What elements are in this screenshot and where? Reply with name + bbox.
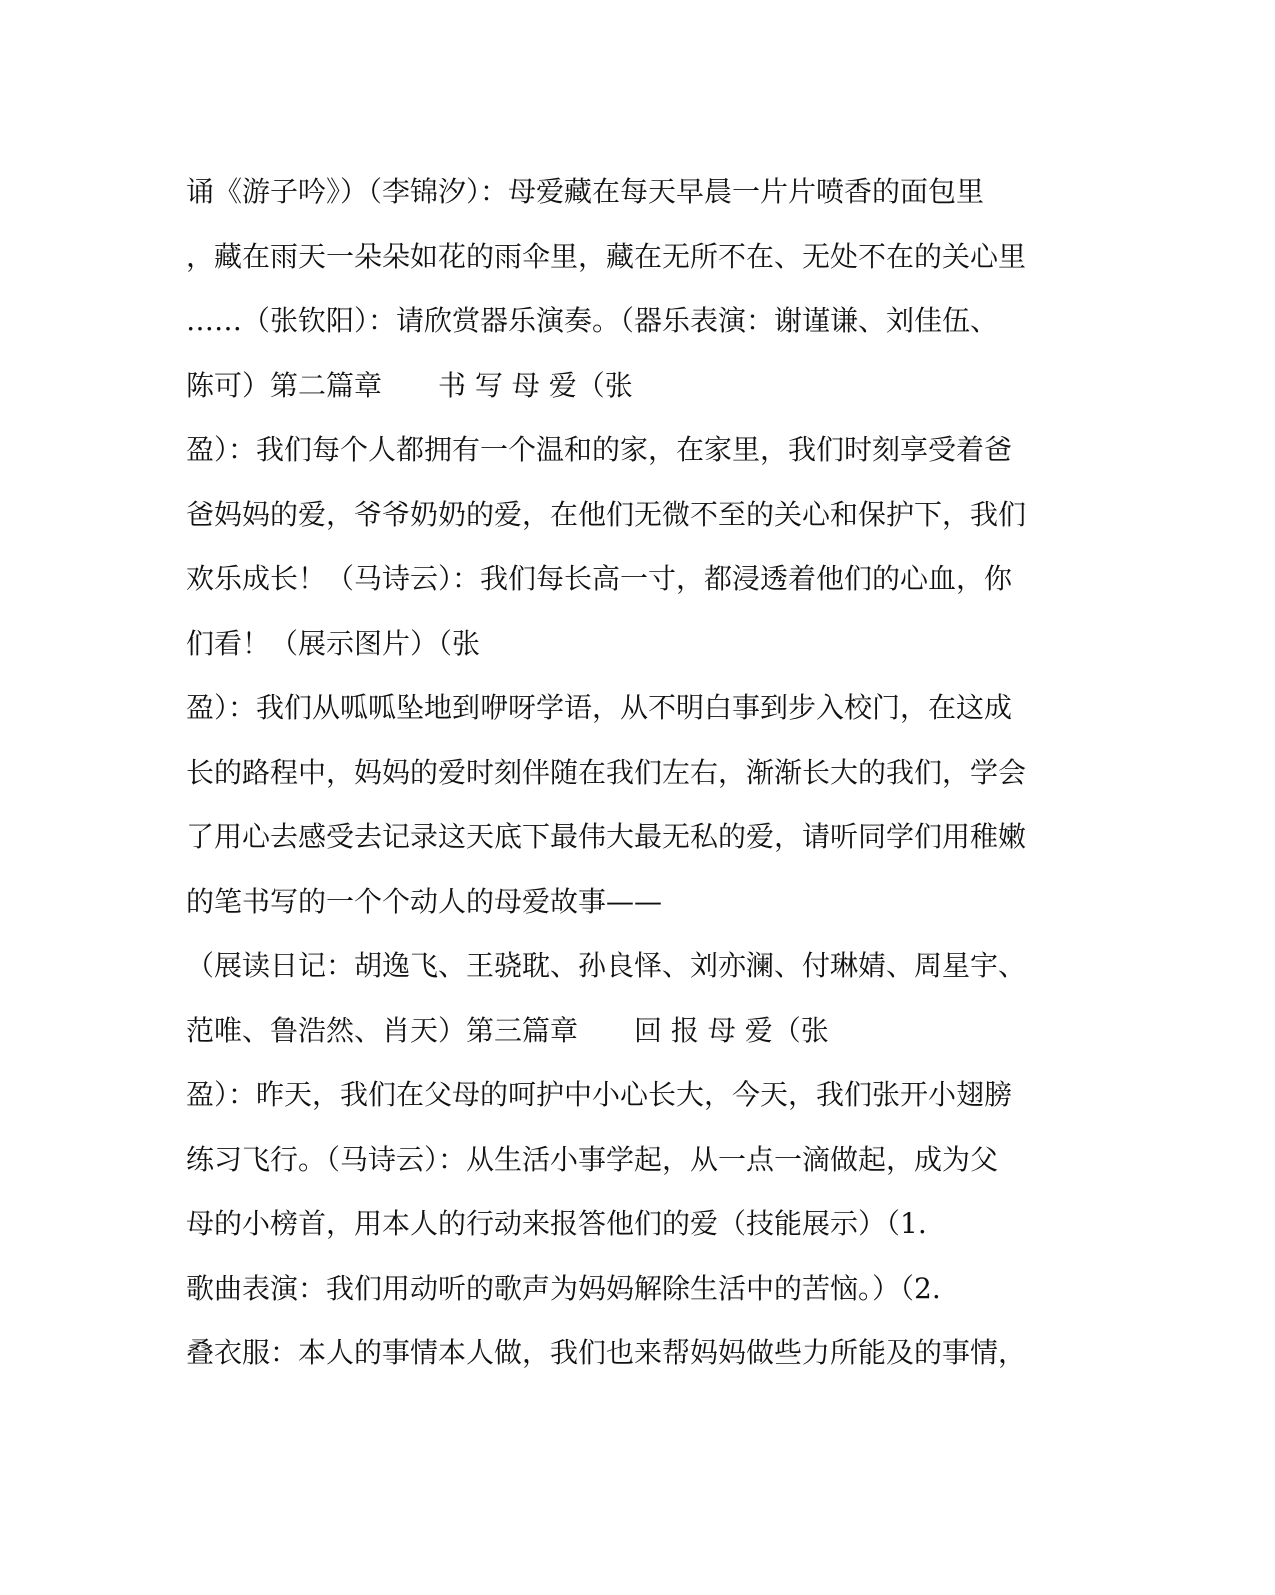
text-line: 盈）：我们每个人都拥有一个温和的家，在家里，我们时刻享受着爸 [186,433,1013,466]
text-line: ……（张钦阳）：请欣赏器乐演奏。（器乐表演：谢谨谦、刘佳伍、 [186,304,999,337]
text-line: 们看！（展示图片）（张 [186,626,481,660]
text-line: 歌曲表演：我们用动听的歌声为妈妈解除生活中的苦恼。）（2. [186,1271,941,1305]
text-line: 爸妈妈的爱，爷爷奶奶的爱，在他们无微不至的关心和保护下，我们 [186,497,1027,531]
text-line: 陈可）第二篇章 书 写 母 爱（张 [186,368,633,402]
text-line: 母的小榜首，用本人的行动来报答他们的爱（技能展示）（1. [186,1207,927,1240]
text-line: 长的路程中，妈妈的爱时刻伴随在我们左右，渐渐长大的我们，学会 [186,755,1027,789]
text-line: 范唯、鲁浩然、肖天）第三篇章 回 报 母 爱（张 [186,1013,829,1047]
text-line: 叠衣服：本人的事情本人做，我们也来帮妈妈做些力所能及的事情， [186,1336,1027,1369]
text-line: 盈）：昨天，我们在父母的呵护中小心长大，今天，我们张开小翅膀 [186,1078,1013,1111]
text-line: ，藏在雨天一朵朵如花的雨伞里，藏在无所不在、无处不在的关心里 [186,239,1027,273]
text-line: 练习飞行。（马诗云）：从生活小事学起，从一点一滴做起，成为父 [186,1142,999,1176]
text-line: 欢乐成长！（马诗云）：我们每长高一寸，都浸透着他们的心血，你 [186,562,1013,595]
text-line: 了用心去感受去记录这天底下最伟大最无私的爱，请听同学们用稚嫩 [186,820,1027,853]
text-line: 诵《游子吟》）（李锦汐）：母爱藏在每天早晨一片片喷香的面包里 [186,175,985,208]
text-line: 盈）：我们从呱呱坠地到咿呀学语，从不明白事到步入校门，在这成 [186,691,1013,724]
body-text [186,160,1056,1386]
text-line: 的笔书写的一个个动人的母爱故事—— [186,884,663,918]
text-line: （展读日记：胡逸飞、王骁耽、孙良怿、刘亦澜、付琳婧、周星宇、 [186,949,1027,982]
